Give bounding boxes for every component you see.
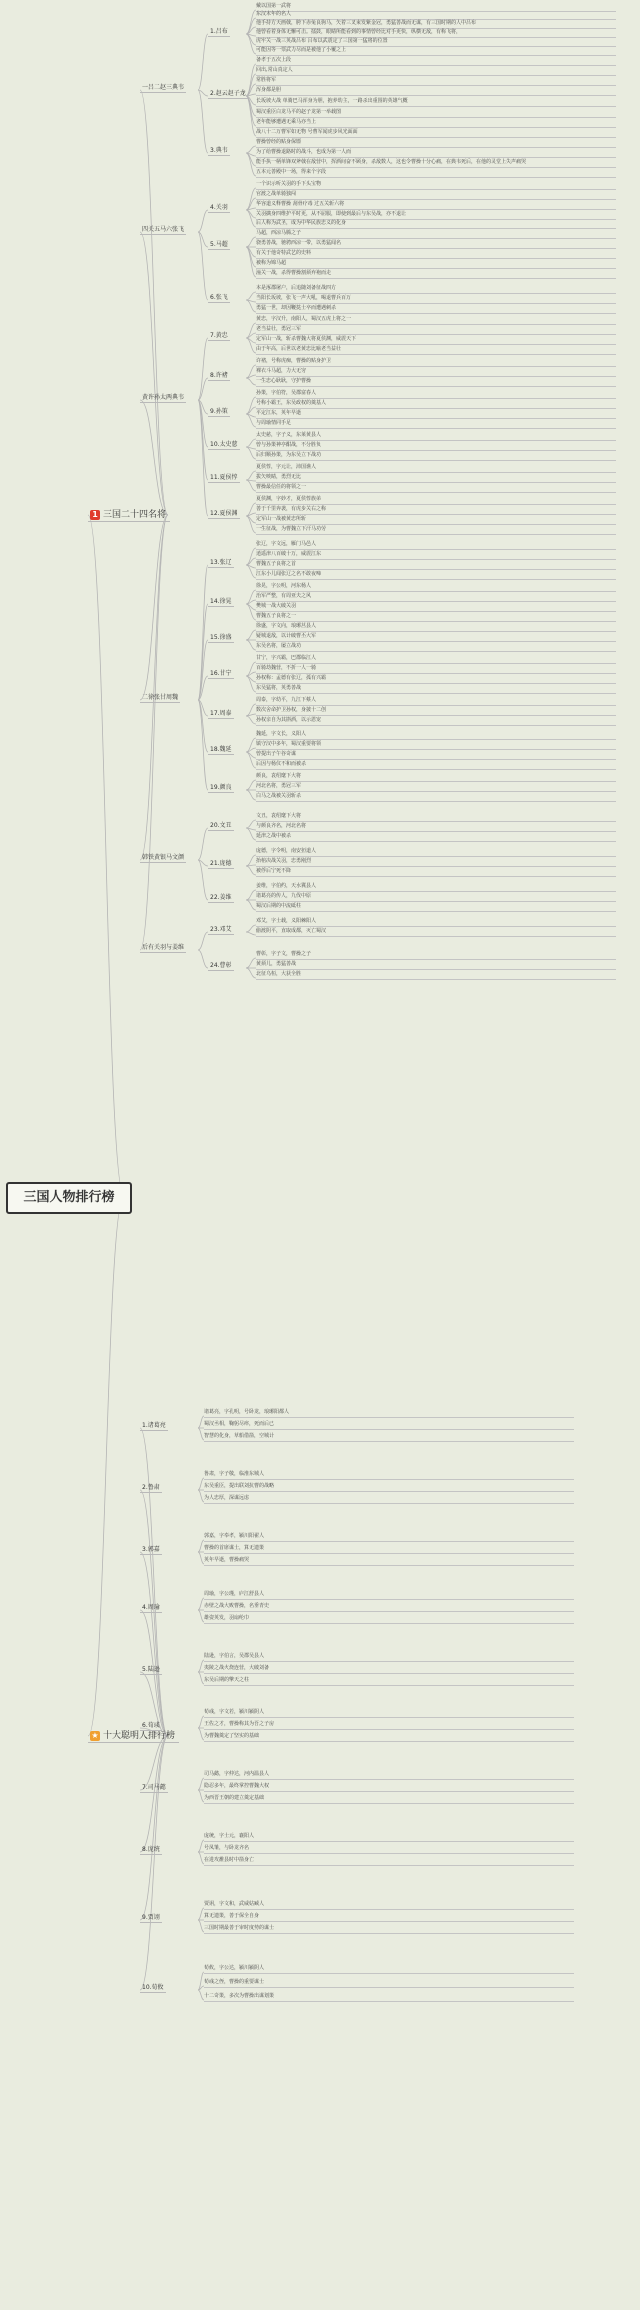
- person-node[interactable]: 7.黄忠: [210, 332, 228, 339]
- connector: [246, 900, 256, 910]
- group-node[interactable]: 后有关羽与姜维: [142, 944, 185, 951]
- group-node[interactable]: 7.司马懿: [142, 1784, 166, 1791]
- detail-text: 潼关一战，杀得曹操割须弃袍而走: [256, 269, 616, 279]
- detail-text: 延津之战中被杀: [256, 832, 616, 842]
- connector: [246, 925, 256, 932]
- detail-text: 五本元善殿中一场，得来个字段: [256, 168, 616, 178]
- detail-text: 周泰，字幼平，九江下蔡人: [256, 696, 616, 706]
- detail-text: 曹操曾经的贴身保镖: [256, 138, 616, 148]
- group-node[interactable]: 3.郭嘉: [142, 1546, 160, 1553]
- connector: [198, 932, 208, 950]
- person-node[interactable]: 8.许褚: [210, 372, 228, 379]
- person-node[interactable]: 10.太史慈: [210, 441, 238, 448]
- person-node[interactable]: 23.邓艾: [210, 926, 232, 933]
- group-node[interactable]: 4.周瑜: [142, 1604, 160, 1611]
- detail-text: 庞德，字令明，南安狟道人: [256, 847, 616, 857]
- group-node[interactable]: 2.鲁肃: [142, 1484, 160, 1491]
- person-node[interactable]: 2.赵云赵子龙: [210, 90, 246, 97]
- detail-text: 马超，西凉马腾之子: [256, 229, 616, 239]
- connector: [198, 950, 208, 968]
- person-node[interactable]: 12.夏侯渊: [210, 510, 238, 517]
- connector: [198, 400, 208, 480]
- detail-text: 当阳长坂坡，张飞一声大吼，喝退曹兵百万: [256, 294, 616, 304]
- branch-node[interactable]: [88, 1728, 179, 1743]
- group-node[interactable]: 6.荀彧: [142, 1722, 160, 1729]
- detail-text: 号称小霸王，东吴政权的奠基人: [256, 399, 616, 409]
- detail-text: 老当益壮，勇冠三军: [256, 325, 616, 335]
- detail-text: 东吴重臣，提出联刘抗曹的战略: [204, 1482, 574, 1492]
- detail-text: 百骑劫魏营，不折一人一骑: [256, 664, 616, 674]
- detail-text: 常胜将军: [256, 76, 616, 86]
- number-one-icon: 1: [90, 510, 100, 520]
- detail-text: 许褚，号称虎痴，曹操的贴身护卫: [256, 357, 616, 367]
- detail-text: 王佐之才，曹操称其为吾之子房: [204, 1720, 574, 1730]
- connector: [246, 397, 256, 414]
- detail-text: 曹魏五子良将之首: [256, 560, 616, 570]
- detail-text: 官渡之战单骑独闯: [256, 190, 616, 200]
- group-node[interactable]: 10.荀攸: [142, 1984, 164, 1991]
- detail-text: 甘宁，字兴霸，巴郡临江人: [256, 654, 616, 664]
- detail-text: 太史慈，字子义，东莱黄县人: [256, 431, 616, 441]
- detail-text: 荀彧之侄，曹操的重要谋士: [204, 1978, 574, 1988]
- connector: [246, 210, 256, 227]
- detail-text: 平定江东，英年早逝: [256, 409, 616, 419]
- connector: [140, 1736, 168, 1852]
- detail-text: 文丑，袁绍麾下大将: [256, 812, 616, 822]
- person-node[interactable]: 11.夏侯惇: [210, 474, 238, 481]
- detail-text: 拔矢啖睛，勇烈无比: [256, 473, 616, 483]
- detail-text: 徐晃，字公明，河东杨人: [256, 582, 616, 592]
- detail-text: 徐盛，字文向，琅琊莒县人: [256, 622, 616, 632]
- detail-text: 回出,常山真定人: [256, 66, 616, 76]
- detail-text: 裸衣斗马超，力大无穷: [256, 367, 616, 377]
- detail-text: 与颜良齐名，河北名将: [256, 822, 616, 832]
- connector: [246, 716, 256, 724]
- detail-text: 疑城退敌，以计破曹丕大军: [256, 632, 616, 642]
- connector: [246, 630, 256, 640]
- root-node-title[interactable]: 三国人物排行榜: [6, 1182, 132, 1214]
- connector: [140, 1490, 168, 1736]
- connector: [198, 860, 208, 866]
- detail-text: 荀彧，字文若，颍川颍阴人: [204, 1708, 574, 1718]
- connector: [140, 1736, 168, 1990]
- detail-text: 后人称为武圣，成为中华民族忠义的化身: [256, 219, 616, 229]
- detail-text: 东吴名将，屡立战功: [256, 642, 616, 652]
- detail-text: 为人忠厚，深谋远虑: [204, 1494, 574, 1504]
- connector: [246, 516, 256, 533]
- group-node[interactable]: 韩铁黄银马文颜: [142, 854, 185, 861]
- person-node[interactable]: 4.关羽: [210, 204, 228, 211]
- connector: [198, 604, 208, 700]
- detail-text: 隐忍多年，最终掌控曹魏大权: [204, 1782, 574, 1792]
- detail-text: 一生征战，为曹魏立下汗马功劳: [256, 525, 616, 535]
- detail-text: 关羽擒身四维护平时更，从不屈服，即使到最后与东吴战，亦不退让: [256, 210, 616, 220]
- connector: [246, 932, 256, 935]
- detail-text: 北征乌桓，大获全胜: [256, 970, 616, 980]
- detail-text: 雄姿英发，羽扇纶巾: [204, 1614, 574, 1624]
- connector: [246, 820, 256, 828]
- connector: [198, 565, 208, 700]
- detail-text: 定军山一战，斩杀曹魏大将夏侯渊，威震天下: [256, 335, 616, 345]
- detail-text: 被俘后宁死不降: [256, 867, 616, 877]
- detail-text: 勇猛一世，却因鞭挞士卒而遭遇刺杀: [256, 304, 616, 314]
- connector: [246, 890, 256, 900]
- person-node[interactable]: 6.张飞: [210, 294, 228, 301]
- detail-text: 魏延，字文长，义阳人: [256, 730, 616, 740]
- connector: [246, 34, 256, 54]
- detail-text: 蜀汉重臣白龙马平的赵子龙第一举载图: [256, 108, 616, 118]
- connector: [246, 375, 256, 378]
- detail-text: 戴以国第一武将: [256, 2, 616, 12]
- person-node[interactable]: 19.颜良: [210, 784, 232, 791]
- detail-text: 诸葛亮的传人，九伐中原: [256, 892, 616, 902]
- detail-text: 数次舍命护卫孙权，身披十二创: [256, 706, 616, 716]
- detail-text: 浑身都是胆: [256, 86, 616, 96]
- connector: [246, 790, 256, 800]
- detail-text: 一个识示听关羽的手下头宝物: [256, 180, 616, 190]
- detail-text: 东吴后期的擎天之柱: [204, 1676, 574, 1686]
- person-node[interactable]: 5.马超: [210, 241, 228, 248]
- connector: [246, 480, 256, 491]
- connector: [140, 90, 168, 515]
- detail-text: 孙权称：孟德有张辽，孤有兴霸: [256, 674, 616, 684]
- detail-text: 可能因等一票武力尽而是被他了小覆之上: [256, 46, 616, 56]
- detail-text: 樊城一战大破关羽: [256, 602, 616, 612]
- detail-text: 陆逊，字伯言，吴郡吴县人: [204, 1652, 574, 1662]
- detail-text: 后因与杨仪不和而被杀: [256, 760, 616, 770]
- detail-text: 治军严整，有周亚夫之风: [256, 592, 616, 602]
- detail-text: 虎牢关一战三英战吕布 吕布以武震定了三国第一猛将的位置: [256, 37, 616, 47]
- detail-text: 曾提出子午谷奇谋: [256, 750, 616, 760]
- person-node[interactable]: 1.吕布: [210, 28, 228, 35]
- detail-text: 备孝于五次上段: [256, 56, 616, 66]
- detail-text: 周瑜，字公瑾，庐江舒县人: [204, 1590, 574, 1600]
- person-node[interactable]: 20.文丑: [210, 822, 232, 829]
- detail-text: 定军山一战被黄忠所斩: [256, 515, 616, 525]
- connector: [140, 515, 168, 700]
- connector: [246, 471, 256, 480]
- connector: [198, 828, 208, 860]
- person-node[interactable]: 21.庞德: [210, 860, 232, 867]
- star-icon: ★: [91, 1730, 99, 1740]
- connector: [246, 513, 256, 516]
- connector: [198, 90, 208, 153]
- detail-text: 江东小儿闻张辽之名不敢夜啼: [256, 570, 616, 580]
- connector: [246, 292, 256, 300]
- detail-text: 孙策，字伯符，吴郡富春人: [256, 389, 616, 399]
- connector: [246, 866, 256, 875]
- detail-text: 姜维，字伯约，天水冀县人: [256, 882, 616, 892]
- detail-text: 郭嘉，字奉孝，颍川阳翟人: [204, 1532, 574, 1542]
- connector: [140, 232, 168, 515]
- detail-text: 夏侯惇，字元让，沛国谯人: [256, 463, 616, 473]
- connector: [246, 153, 256, 176]
- person-node[interactable]: 3.典韦: [210, 147, 228, 154]
- detail-text: 蜀汉丞相，鞠躬尽瘁，死而后已: [204, 1420, 574, 1430]
- detail-text: 诸葛亮，字孔明，号卧龙，琅琊阳都人: [204, 1408, 574, 1418]
- connector: [198, 400, 208, 516]
- detail-text: 算无遗策，善于保全自身: [204, 1912, 574, 1922]
- connector: [198, 232, 208, 300]
- detail-text: 曹彰，字子文，曹操之子: [256, 950, 616, 960]
- group-node[interactable]: 四关五马六张飞: [142, 226, 185, 233]
- detail-text: 他曾看着身体无懈可击。擂鼓，眼睛所能看到的事情曾经比对手更快，纵横无敌，有称飞将，: [256, 28, 616, 38]
- detail-text: 本是涿郡屠户，后追随刘备征战四方: [256, 284, 616, 294]
- connector: [246, 146, 256, 153]
- group-node[interactable]: 5.陆逊: [142, 1666, 160, 1673]
- detail-text: 蜀汉后期的中流砥柱: [256, 902, 616, 912]
- detail-text: 荀攸，字公达，颍川颍阴人: [204, 1964, 574, 1974]
- detail-text: 曹魏五子良将之一: [256, 612, 616, 622]
- detail-text: 长坂坡大战 单骑巴马浑身为胆，抱养幼主，一路杀出重围的英雄气概: [256, 97, 616, 107]
- connector: [198, 34, 208, 90]
- group-node[interactable]: 黄许孙太两典韦: [142, 394, 185, 401]
- detail-text: 在进攻雒县时中箭身亡: [204, 1856, 574, 1866]
- connector: [140, 515, 168, 950]
- connector: [246, 958, 256, 968]
- connector: [88, 1196, 124, 1736]
- detail-text: 黄忠，字汉升，南阳人，蜀汉五虎上将之一: [256, 315, 616, 325]
- detail-text: 颜良，袁绍麾下大将: [256, 772, 616, 782]
- connector: [246, 640, 256, 650]
- connector: [246, 439, 256, 447]
- connector: [246, 96, 256, 136]
- branch-node[interactable]: [88, 507, 170, 522]
- detail-text: 逍遥津八百破十万，威震江东: [256, 550, 616, 560]
- detail-text: 为西晋王朝的建立奠定基础: [204, 1794, 574, 1804]
- detail-text: 由于年高，后世以老黄忠比喻老当益壮: [256, 345, 616, 355]
- detail-text: 贾诩，字文和，武威姑臧人: [204, 1900, 574, 1910]
- person-node[interactable]: 18.魏延: [210, 746, 232, 753]
- detail-text: 偷渡阴平，直取成都，灭亡蜀汉: [256, 927, 616, 937]
- group-node[interactable]: 一吕二赵三典韦: [142, 84, 185, 91]
- detail-text: 他手持方天画戟，胯下赤兔良驹马，矢着三叉束发紫金冠，勇猛善战而无谋，有三国时期的人中吕布: [256, 19, 616, 29]
- branch-label: 十大聪明人排行榜: [103, 1731, 176, 1741]
- detail-text: 为曹魏奠定了坚实的基础: [204, 1732, 574, 1742]
- detail-text: 抬棺决战关羽，忠勇刚烈: [256, 857, 616, 867]
- detail-text: 张辽，字文远，雁门马邑人: [256, 540, 616, 550]
- detail-text: 邓艾，字士载，义阳棘阳人: [256, 917, 616, 927]
- detail-text: 东吴猛将，英勇善战: [256, 684, 616, 694]
- detail-text: 夏侯渊，字妙才，夏侯惇族弟: [256, 495, 616, 505]
- person-node[interactable]: 15.徐盛: [210, 634, 232, 641]
- detail-text: 号凤雏，与卧龙齐名: [204, 1844, 574, 1854]
- detail-text: 鲁肃，字子敬，临淮东城人: [204, 1470, 574, 1480]
- detail-text: 孙权亲自为其斟酒，以示恩宠: [256, 716, 616, 726]
- detail-text: 为了给曹操退路时的战斗，也成为第一人而: [256, 148, 616, 158]
- detail-text: 曾与孙策神亭酣战，不分胜负: [256, 441, 616, 451]
- group-node[interactable]: 9.贾诩: [142, 1914, 160, 1921]
- detail-text: 河北名将，勇冠三军: [256, 782, 616, 792]
- person-node[interactable]: 14.徐晃: [210, 598, 232, 605]
- detail-text: 白马之战被关羽斩杀: [256, 792, 616, 802]
- detail-text: 三国时期最善于审时度势的谋士: [204, 1924, 574, 1934]
- detail-text: 英年早逝，曹操痛哭: [204, 1556, 574, 1566]
- detail-text: 曹操的首席谋士，算无遗策: [204, 1544, 574, 1554]
- detail-text: 有关于他奇特武艺的史料: [256, 249, 616, 259]
- detail-text: 与周瑜情同手足: [256, 419, 616, 429]
- detail-text: 司马懿，字仲达，河内温县人: [204, 1770, 574, 1780]
- connector: [198, 700, 208, 790]
- detail-text: 黄须儿，勇猛善战: [256, 960, 616, 970]
- person-node[interactable]: 16.甘宁: [210, 670, 232, 677]
- connector: [140, 515, 168, 860]
- connector: [140, 1428, 168, 1736]
- detail-text: 一生忠心耿耿，守护曹操: [256, 377, 616, 387]
- person-node[interactable]: 9.孙策: [210, 408, 228, 415]
- detail-text: 赤壁之战大败曹操，名垂青史: [204, 1602, 574, 1612]
- connector: [246, 237, 256, 247]
- connector: [246, 548, 256, 565]
- connector: [88, 515, 124, 1196]
- branch-label: 三国二十四名将: [103, 510, 167, 520]
- detail-text: 后归顺孙策，为东吴立下战功: [256, 451, 616, 461]
- person-node[interactable]: 22.姜维: [210, 894, 232, 901]
- detail-text: 十二奇策，多次为曹操出谋划策: [204, 1992, 574, 2002]
- detail-text: 智慧的化身，草船借箭，空城计: [204, 1432, 574, 1442]
- detail-text: 东汉末年的名人: [256, 10, 616, 20]
- person-node[interactable]: 13.张辽: [210, 559, 232, 566]
- group-node[interactable]: 二徐张甘周魏: [142, 694, 179, 701]
- detail-text: 庞统，字士元，襄阳人: [204, 1832, 574, 1842]
- detail-text: 夷陵之战火烧连营，大破刘备: [204, 1664, 574, 1674]
- group-node[interactable]: 8.庞统: [142, 1846, 160, 1853]
- connector: [246, 780, 256, 790]
- detail-text: 华容道义释曹操 刮骨疗毒 过五关斩六将: [256, 200, 616, 210]
- person-node[interactable]: 24.曹彰: [210, 962, 232, 969]
- detail-text: 曹操最信任的将领之一: [256, 483, 616, 493]
- detail-text: 被称为锦马超: [256, 259, 616, 269]
- connector: [198, 210, 208, 232]
- detail-text: 善于千里奔袭，有虎步关右之称: [256, 505, 616, 515]
- connector: [246, 378, 256, 385]
- connector: [246, 855, 256, 866]
- detail-text: 能手执一柄单锋双斧戟在敌营中，挥洒间奋不顾身，杀敌数人，这也令曹操十分心痛，在典韦死后，在他的灵堂上失声痛哭: [256, 158, 616, 168]
- detail-text: 镇守汉中多年，蜀汉重要将领: [256, 740, 616, 750]
- detail-text: 骁勇善战，驰骋西凉一带，以勇猛闻名: [256, 239, 616, 249]
- detail-text: 战八十二万曹军如无物 号曹军闻虎步风光面面: [256, 128, 616, 138]
- detail-text: 老年能够遭遇无乘马亦当上: [256, 118, 616, 128]
- group-node[interactable]: 1.诸葛亮: [142, 1422, 166, 1429]
- connector: [246, 968, 256, 978]
- person-node[interactable]: 17.周泰: [210, 710, 232, 717]
